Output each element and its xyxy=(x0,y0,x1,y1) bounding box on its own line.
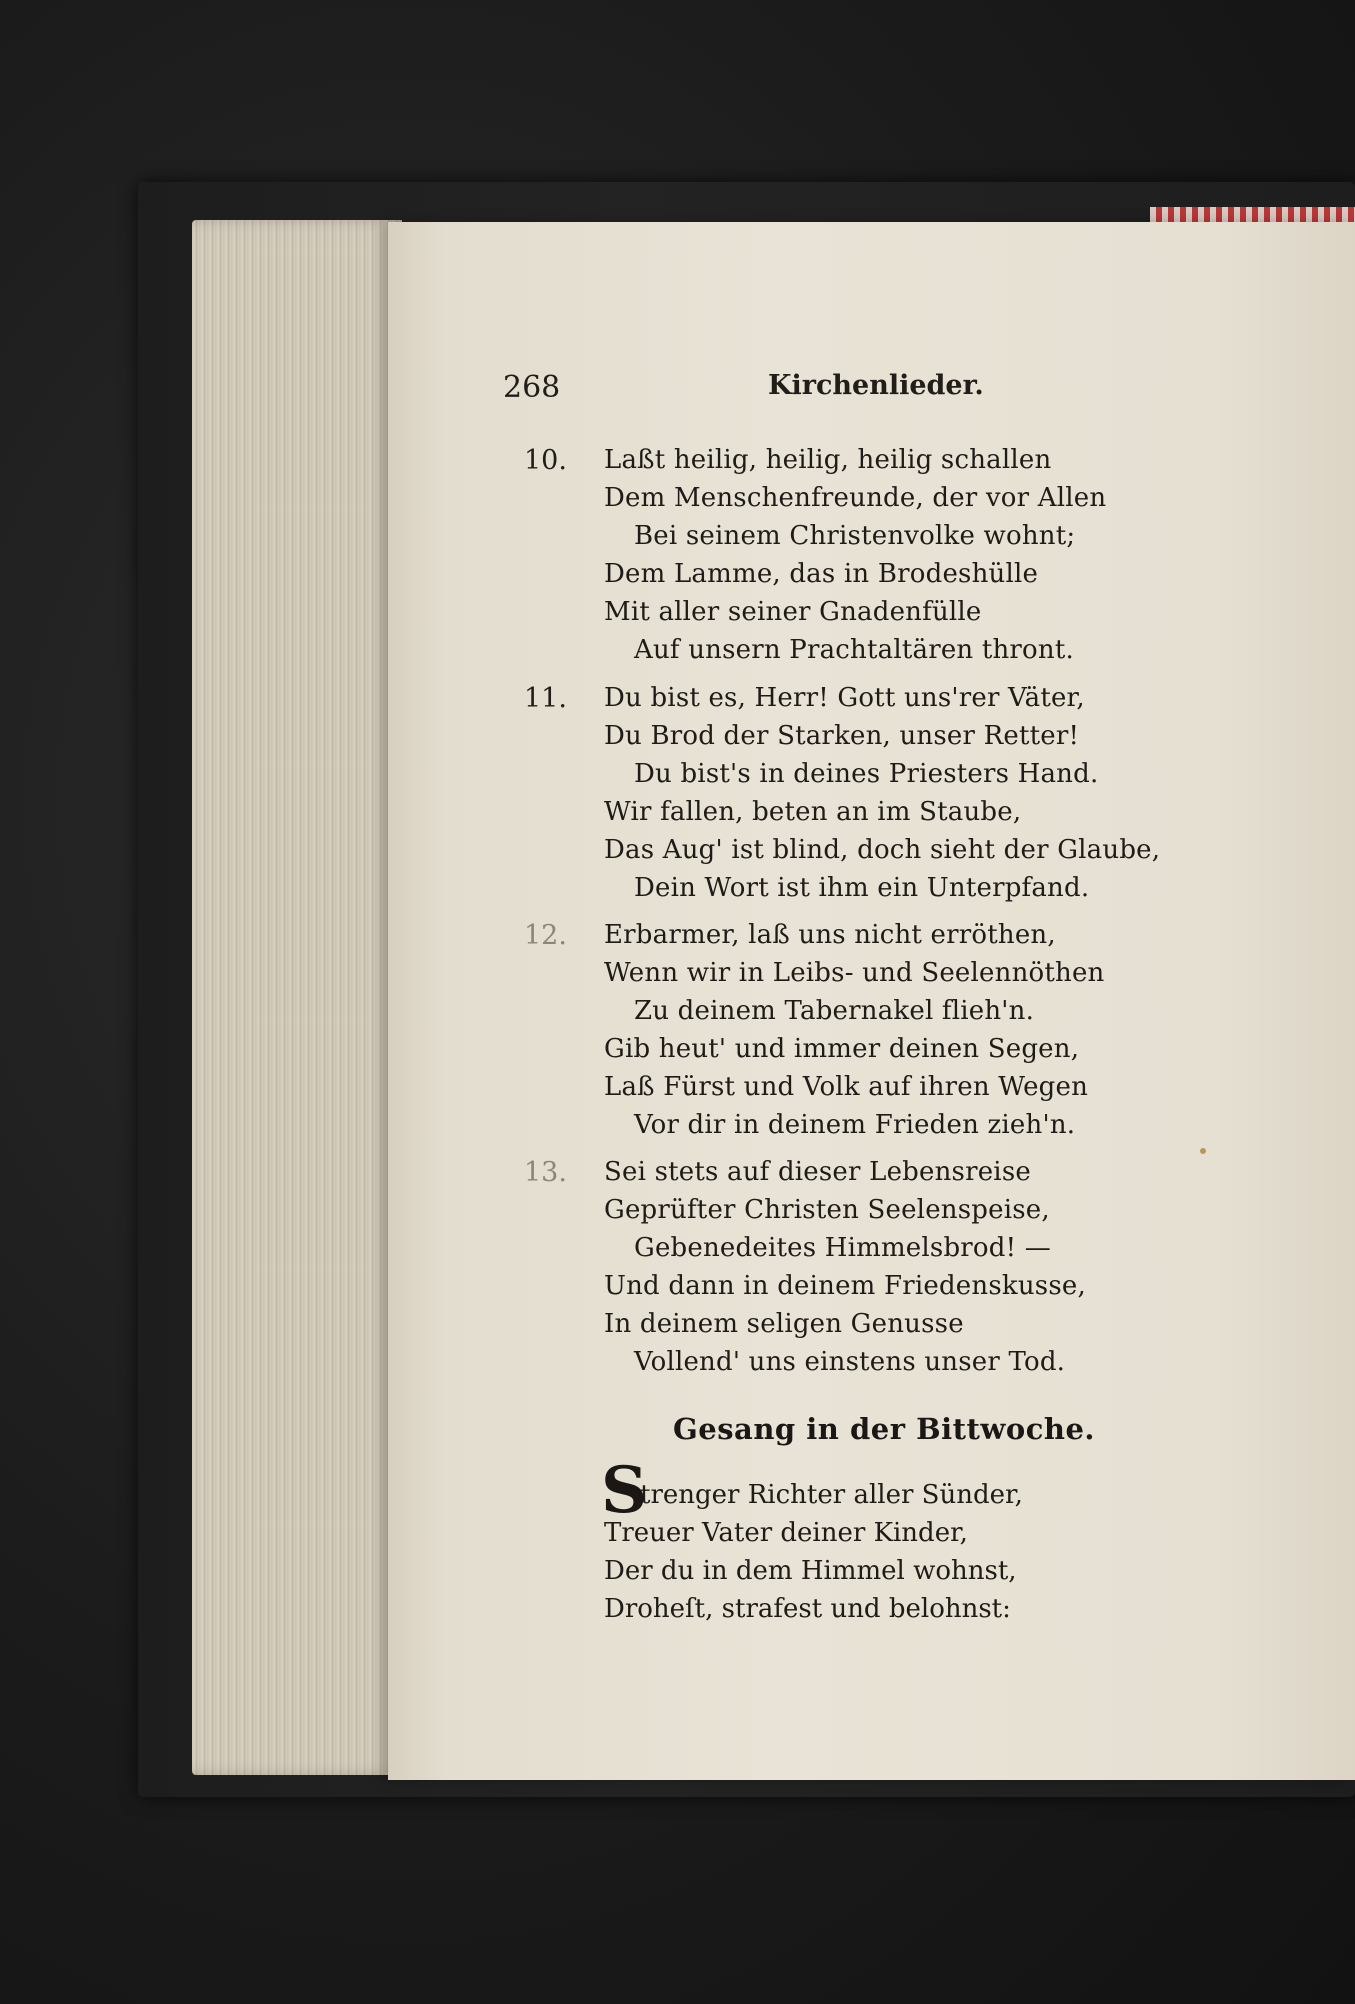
verse-line: Vor dir in deinem Frieden zieh'n. xyxy=(634,1110,1076,1140)
page-number: 268 xyxy=(503,370,561,405)
verse-line: Du bist es, Herr! Gott uns'rer Väter, xyxy=(604,683,1085,713)
verse-line: Auf unsern Prachtaltären thront. xyxy=(634,635,1074,665)
section-title: Gesang in der Bittwoche. xyxy=(673,1412,1096,1446)
verse-line: Dem Lamme, das in Brodeshülle xyxy=(604,559,1039,589)
verse-line: Gebenedeites Himmelsbrod! — xyxy=(634,1233,1051,1263)
verse-line: Wir fallen, beten an im Staube, xyxy=(604,797,1022,827)
verse-line: Laßt heilig, heilig, heilig schallen xyxy=(604,445,1052,475)
verse-line: Treuer Vater deiner Kinder, xyxy=(604,1518,968,1548)
verse-line: Droheſt, strafest und belohnst: xyxy=(604,1594,1011,1624)
verse-line: Laß Fürst und Volk auf ihren Wegen xyxy=(604,1072,1089,1102)
page-edges xyxy=(192,220,402,1775)
verse-line: trenger Richter aller Sünder, xyxy=(640,1480,1023,1510)
verse-line: Vollend' uns einstens unser Tod. xyxy=(634,1347,1066,1377)
verse-line: Zu deinem Tabernakel flieh'n. xyxy=(634,996,1035,1026)
verse-line: Du bist's in deines Priesters Hand. xyxy=(634,759,1099,789)
page-header xyxy=(503,370,1103,410)
paper-speck xyxy=(1200,1148,1206,1154)
verse-line: Wenn wir in Leibs- und Seelennöthen xyxy=(604,958,1105,988)
verse-line: Bei seinem Christenvolke wohnt; xyxy=(634,521,1076,551)
verse-line: Dem Menschenfreunde, der vor Allen xyxy=(604,483,1107,513)
book-page xyxy=(388,222,1355,1780)
verse-line: Der du in dem Himmel wohnst, xyxy=(604,1556,1017,1586)
drop-cap: S xyxy=(601,1453,648,1528)
running-title: Kirchenlieder. xyxy=(768,370,984,401)
verse-line: Das Aug' ist blind, doch sieht der Glaube, xyxy=(604,835,1161,865)
verse-line: Gib heut' und immer deinen Segen, xyxy=(604,1034,1080,1064)
stanza-number: 10. xyxy=(524,445,567,476)
verse-line: Du Brod der Starken, unser Retter! xyxy=(604,721,1080,751)
verse-line: Und dann in deinem Friedenskusse, xyxy=(604,1271,1086,1301)
verse-line: Mit aller seiner Gnadenfülle xyxy=(604,597,982,627)
verse-line: In deinem seligen Genusse xyxy=(604,1309,964,1339)
verse-line: Dein Wort ist ihm ein Unterpfand. xyxy=(634,873,1090,903)
stanza-number: 13. xyxy=(524,1157,567,1188)
verse-line: Geprüfter Christen Seelenspeise, xyxy=(604,1195,1050,1225)
verse-line: Sei stets auf dieser Lebensreise xyxy=(604,1157,1031,1187)
stanza-number: 11. xyxy=(524,683,567,714)
verse-line: Erbarmer, laß uns nicht erröthen, xyxy=(604,920,1056,950)
stanza-number: 12. xyxy=(524,920,567,951)
